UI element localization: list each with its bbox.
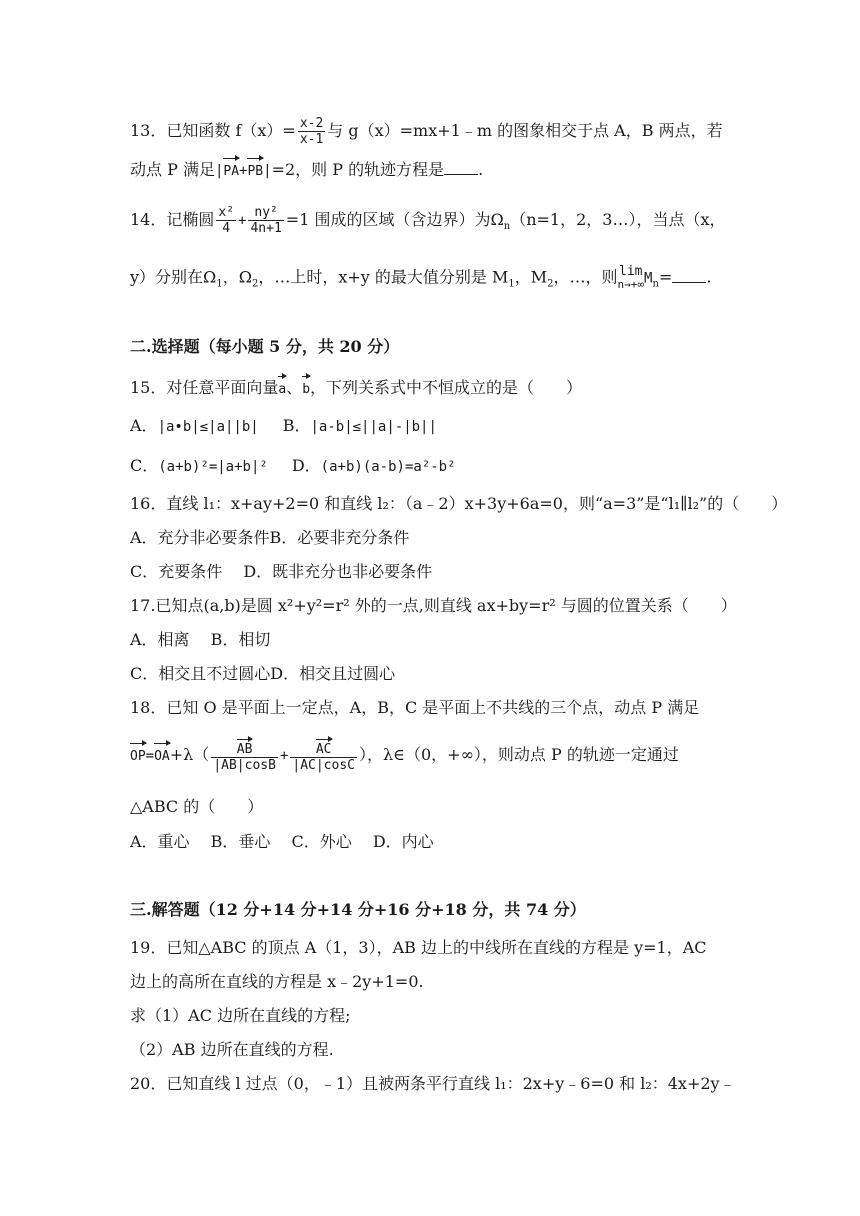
q20-line1: 20．已知直线 l 过点（0，﹣1）且被两条平行直线 l₁：2x+y﹣6=0 和 l₂：4x+2y﹣ (130, 1074, 736, 1093)
q15-sep: 、 (286, 378, 303, 397)
q13-text-b: 与 g（x）=mx+1﹣m 的图象相交于点 A，B 两点，若 (327, 121, 723, 140)
q16-stem: 16．直线 l₁：x+ay+2=0 和直线 l₂：（a﹣2）x+3y+6a=0，则“a=3”是“l₁∥l₂”的（ ） (130, 494, 788, 513)
section-heading: 二.选择题（每小题 5 分，共 20 分） (130, 337, 400, 356)
vector-pb: PB (247, 157, 263, 183)
vector-oa: OA (154, 742, 170, 768)
q15-options-ab (130, 415, 437, 438)
q14-sub-1: 1 (216, 278, 223, 290)
vector-ac: AC (316, 738, 332, 757)
lim-m: M (644, 270, 653, 287)
q14-text-d: y）分别在Ω (130, 267, 217, 287)
q14-frac2-den: 4n+1 (250, 221, 282, 236)
q14-text-e: ，Ω (222, 267, 252, 287)
lim-n: n (652, 278, 659, 290)
q14-eq: = (658, 267, 673, 287)
q14-text-g: ，M (514, 267, 548, 287)
q18-stem-end: △ABC 的（ ） (130, 797, 264, 816)
q14-line2 (130, 265, 711, 296)
vector-pa: PA (223, 157, 239, 183)
q17-options-ab: A．相离 B．相切 (130, 630, 271, 649)
q13-text-a: 13．已知函数 f（x）= (130, 121, 296, 140)
lim-label: lim (619, 264, 643, 279)
q13-period: . (478, 160, 484, 179)
option-b-formula: |a-b|≤||a|-|b|| (310, 419, 437, 435)
q13-text-d: =2，则 P 的轨迹方程是 (271, 160, 445, 179)
answer-blank (672, 268, 706, 283)
option-a-label: A． (130, 416, 158, 435)
q14-frac1-den: 4 (222, 221, 231, 236)
q14-text-h: ，…，则 (553, 267, 618, 287)
q14-sub-n: n (503, 221, 511, 233)
q19-line1: 19．已知△ABC 的顶点 A（1，3），AB 边上的中线所在直线的方程是 y=1，AC (130, 938, 707, 957)
option-d-label: D． (291, 456, 321, 475)
vector-b: b (302, 375, 310, 401)
q14-text-a: 14．记椭圆 (130, 210, 215, 229)
q18-stem: 18．已知 O 是平面上一定点，A，B，C 是平面上不共线的三个点，动点 P 满足 (130, 698, 700, 717)
vector-a: a (278, 375, 286, 401)
q14-text-c: （n=1，2，3…），当点（x， (510, 210, 726, 229)
q13-line1 (130, 116, 723, 147)
q13-fraction (298, 116, 325, 147)
q18-frac2-den: |AC|cosC (292, 758, 355, 773)
section-heading: 三.解答题（12 分+14 分+14 分+16 分+18 分，共 74 分） (130, 900, 586, 919)
q14-fraction-2 (248, 205, 283, 236)
q14-frac1-num: x² (218, 205, 235, 220)
q17-options-cd: C．相交且不过圆心D．相交且过圆心 (130, 664, 396, 683)
q14-line1: 14．记椭圆 $\frac{\text{x²}}{4}$ + $\frac{\text{ny²}}{4n+1}$ =1 围成的区域（含边界）为$\Omega_n(n=1$，2，3…），当点（x， (130, 205, 726, 236)
vector-op: OP (130, 742, 146, 768)
q14-frac2-num: ny² (248, 205, 283, 221)
lim-subscript: n→+∞ (617, 278, 645, 291)
q15-options-cd (130, 455, 456, 478)
q13-frac-den: x-1 (299, 132, 324, 147)
q14-fraction-1 (216, 205, 236, 236)
q18-eq: = (145, 748, 155, 764)
limit-expression (618, 265, 645, 291)
q13-text-c: 动点 P 满足 (130, 160, 215, 179)
option-a-formula: |a•b|≤|a||b| (157, 419, 259, 435)
q17-stem: 17.已知点(a,b)是圆 x²+y²=r² 外的一点,则直线 ax+by=r² 与圆的位置关系（ ） (130, 596, 737, 615)
q15-text-b: ，下列关系式中不恒成立的是（ ） (310, 378, 583, 397)
q13-line2: 动点 P 满足|PA+PB|=2，则 P 的轨迹方程是 . (130, 157, 483, 183)
q14-text-b: =1 围成的区域（含边界）为Ω (285, 210, 504, 229)
q18-options: A．重心 B．垂心 C．外心 D．内心 (130, 832, 434, 851)
q14-period: . (706, 267, 712, 287)
q18-plus: + (279, 748, 289, 764)
option-b-label: B． (282, 416, 311, 435)
q19-line3: 求（1）AC 边所在直线的方程; (130, 1006, 351, 1025)
option-c-label: C． (130, 456, 159, 475)
q19-line4: （2）AB 边所在直线的方程. (130, 1040, 334, 1059)
option-c-formula: (a+b)²=|a+b|² (158, 459, 268, 475)
q18-fraction-1 (211, 738, 278, 773)
q15-stem (130, 375, 582, 401)
q18-frac1-den: |AB|cosB (213, 758, 276, 773)
q15-text-a: 15．对任意平面向量 (130, 378, 279, 397)
q14-text-f: ，…上时，x+y 的最大值分别是 M (258, 267, 509, 287)
vector-ab: AB (237, 738, 253, 757)
q16-options-ab: A．充分非必要条件B．必要非充分条件 (130, 528, 410, 547)
q13-frac-num: x-2 (299, 116, 324, 131)
q18-lambda: +λ（ (169, 745, 210, 764)
q19-line2: 边上的高所在直线的方程是 x﹣2y+1=0. (130, 972, 424, 991)
q14-sub-m1: 1 (508, 278, 515, 290)
q18-formula-line (130, 738, 679, 773)
answer-blank (444, 160, 478, 175)
q18-tail: ），λ∈（0，+∞），则动点 P 的轨迹一定通过 (359, 745, 679, 764)
q14-sub-2: 2 (251, 278, 259, 290)
q14-sub-m2: 2 (547, 278, 554, 290)
option-d-formula: (a+b)(a-b)=a²-b² (320, 459, 456, 475)
q16-options-cd: C．充要条件 D．既非充分也非必要条件 (130, 562, 433, 581)
q18-fraction-2 (290, 738, 357, 773)
